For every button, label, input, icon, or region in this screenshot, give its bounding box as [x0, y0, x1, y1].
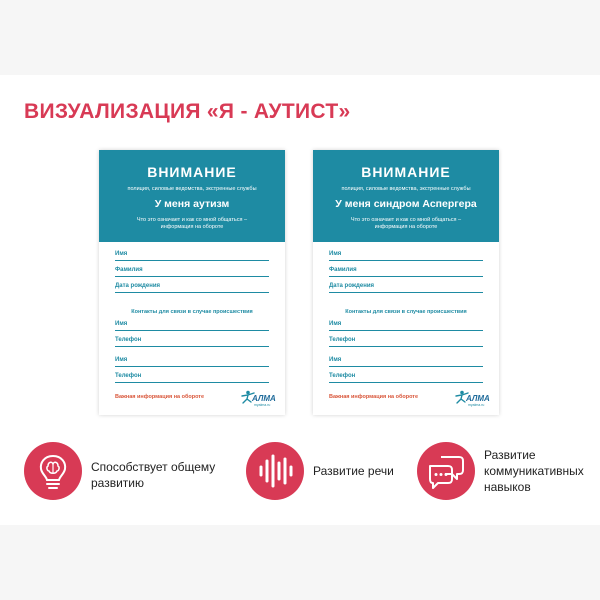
card-header	[313, 150, 499, 242]
contact1-phone-field: Телефон	[115, 336, 269, 347]
chat-bubbles-icon	[417, 442, 475, 500]
contact2-phone-field: Телефон	[115, 372, 269, 383]
feature-icon-circle	[24, 442, 82, 500]
contact1-phone-field: Телефон	[329, 336, 483, 347]
card-subtitle: полиция, силовые ведомства, экстренные службы	[341, 186, 471, 192]
contacts-title: Контакты для связи в случае происшествия	[345, 309, 467, 315]
card-diagnosis: У меня аутизм	[154, 198, 230, 210]
contact2-name-field: Имя	[329, 356, 483, 367]
contact1-name-field: Имя	[329, 320, 483, 331]
logo-text: АЛМА	[466, 394, 490, 403]
page-title: ВИЗУАЛИЗАЦИЯ «Я - АУТИСТ»	[24, 100, 351, 123]
feature-development	[24, 442, 224, 502]
birthdate-field: Дата рождения	[329, 282, 483, 293]
alma-logo	[241, 390, 276, 410]
surname-field: Фамилия	[329, 266, 483, 277]
contact2-phone-field: Телефон	[329, 372, 483, 383]
logo-text: АЛМА	[252, 394, 276, 403]
feature-label: Способствует общему развитию	[91, 460, 216, 490]
card-title: ВНИМАНИЕ	[147, 164, 237, 180]
card-subtitle: полиция, силовые ведомства, экстренные службы	[127, 186, 257, 192]
feature-label: Развитие речи	[313, 464, 394, 478]
card-info: Что это означает и как со мной общаться – информация на обороте	[136, 217, 248, 230]
contacts-title: Контакты для связи в случае происшествия	[131, 309, 253, 315]
id-card-autism	[99, 150, 285, 415]
feature-label: Развитие коммуникативных навыков	[484, 448, 584, 494]
important-note: Важная информация на обороте	[329, 394, 419, 400]
name-field: Имя	[329, 250, 483, 261]
card-title: ВНИМАНИЕ	[361, 164, 451, 180]
surname-field: Фамилия	[115, 266, 269, 277]
contact2-name-field: Имя	[115, 356, 269, 367]
birthdate-field: Дата рождения	[115, 282, 269, 293]
sound-wave-icon	[246, 442, 304, 500]
contact1-name-field: Имя	[115, 320, 269, 331]
feature-communication	[417, 442, 587, 502]
id-card-asperger	[313, 150, 499, 415]
alma-logo	[455, 390, 490, 410]
important-note: Важная информация на обороте	[115, 394, 205, 400]
name-field: Имя	[115, 250, 269, 261]
logo-subtext: myalma.ru	[254, 403, 271, 407]
card-header	[99, 150, 285, 242]
card-diagnosis: У меня синдром Аспергера	[335, 198, 477, 210]
feature-icon-circle	[417, 442, 475, 500]
feature-speech	[246, 442, 406, 502]
brain-bulb-icon	[24, 442, 82, 500]
logo-subtext: myalma.ru	[468, 403, 485, 407]
feature-icon-circle	[246, 442, 304, 500]
card-info: Что это означает и как со мной общаться – информация на обороте	[350, 217, 462, 230]
